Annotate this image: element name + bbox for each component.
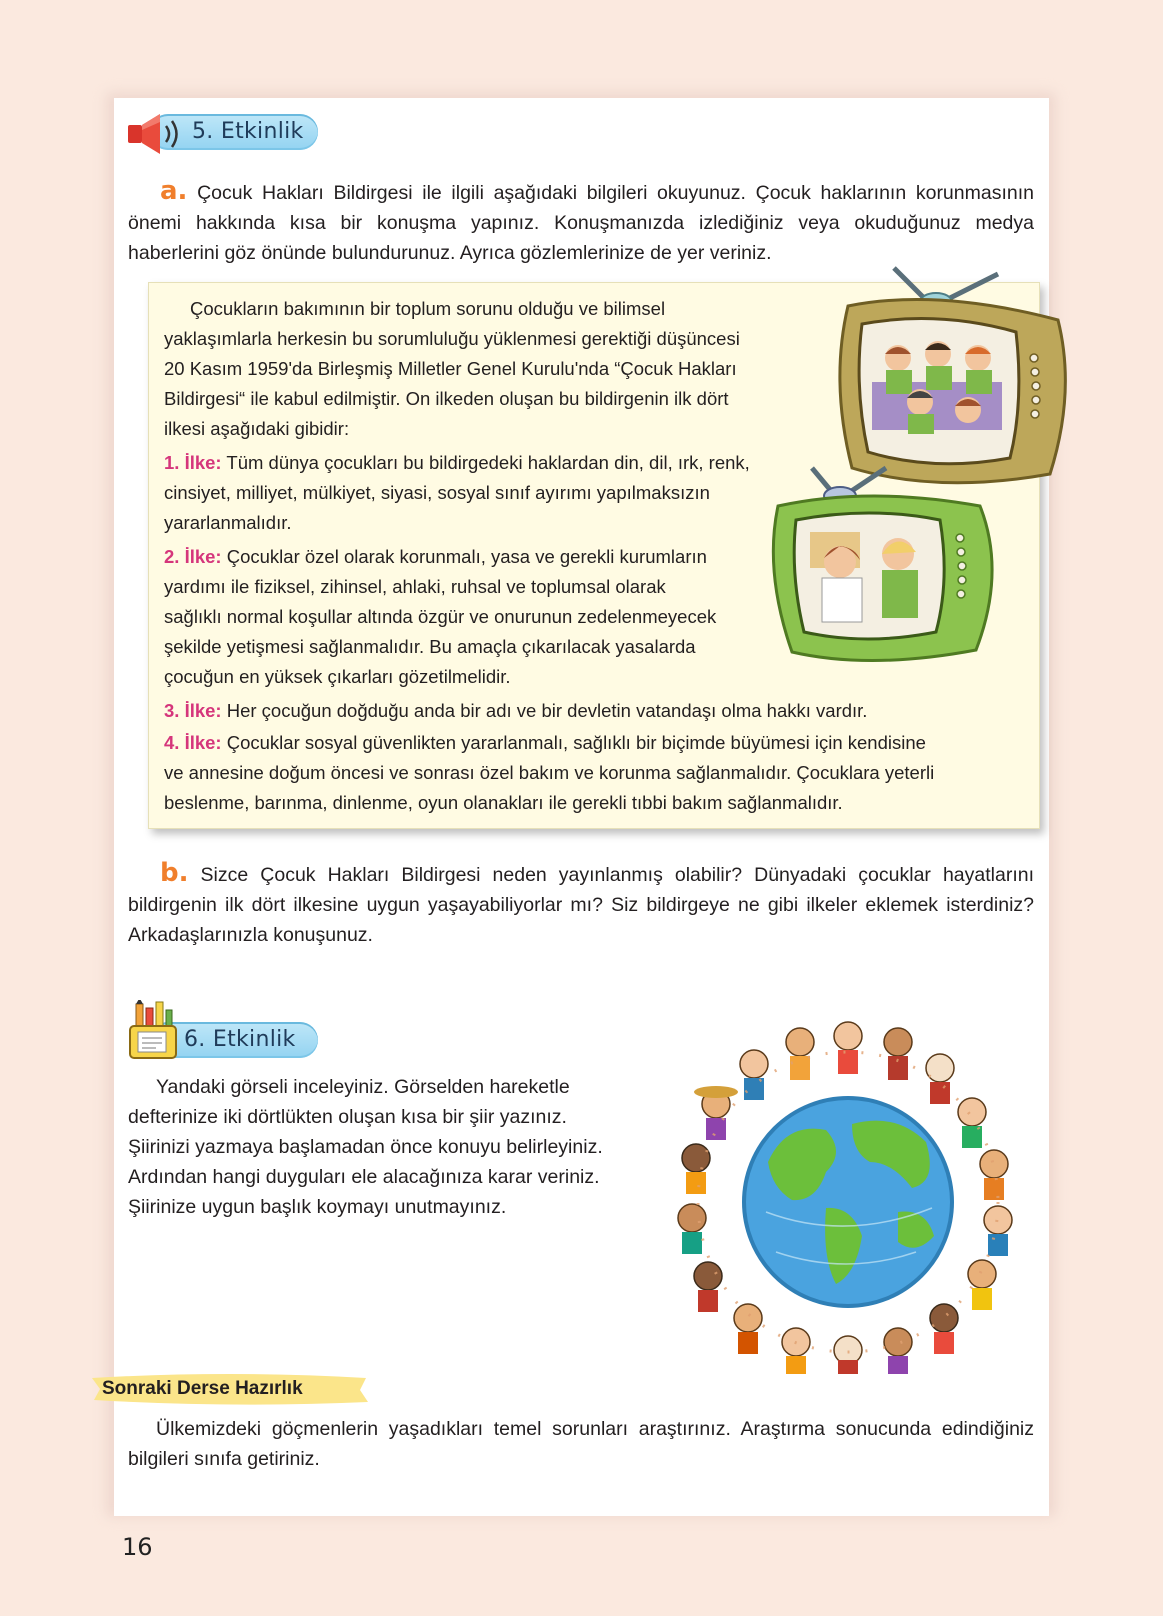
part-b-text: Sizce Çocuk Hakları Bildirgesi neden yayınlanmış olabilir? Dünyadaki çocuklar hayatlarını bildirgenin ilk dört ilkesine uygun yaşayabiliyorlar mı? Siz bildirgeye ne gibi ilkeler eklemek isterdiniz? Arkadaşlarınızla konuşunuz. (128, 864, 1034, 946)
principle-4-line-1: Çocuklar sosyal güvenlikten yararlanmalı, sağlıklı bir biçimde büyümesi için kendisine (226, 732, 926, 753)
children-around-globe-illustration (676, 1012, 1020, 1376)
principle-2-line-2: yardımı ile fiziksel, zihinsel, ahlaki, ruhsal ve toplumsal olarak (164, 576, 666, 597)
principle-2-line-5: çocuğun en yüksek çıkarları gözetilmelidir. (164, 666, 511, 687)
principle-4-line-2: ve annesine doğum öncesi ve sonrası özel bakım ve korunma sağlanmalıdır. Çocuklara yeterli (164, 762, 935, 783)
principle-2-label: 2. İlke: (164, 546, 222, 567)
activity6-line-2: defterinize iki dörtlükten oluşan kısa bir şiir yazınız. (128, 1106, 567, 1128)
part-b-letter: b. (160, 858, 189, 888)
activity5-part-a (128, 176, 1034, 268)
box-line-5: ilkesi aşağıdaki gibidir: (164, 418, 350, 439)
box-line-1: Çocukların bakımının bir toplum sorunu olduğu ve bilimsel (190, 298, 666, 319)
box-line-2: yaklaşımlarla herkesin bu sorumluluğu yüklenmesi gerektiği düşüncesi (164, 328, 740, 349)
principle-3-line-1: Her çocuğun doğduğu anda bir adı ve bir devletin vatandaşı olma hakkı vardır. (226, 700, 868, 721)
next-lesson-text: Ülkemizdeki göçmenlerin yaşadıkları temel sorunları araştırınız. Araştırma sonucunda edindiğiniz bilgileri sınıfa getiriniz. (128, 1418, 1034, 1470)
principle-1-line-1: Tüm dünya çocukları bu bildirgedeki haklardan din, dil, ırk, renk, (226, 452, 750, 473)
principle-2-line-3: sağlıklı normal koşullar altında özgür ve onurunun zedelenmeyecek (164, 606, 717, 627)
principle-4-line-3: beslenme, barınma, dinlenme, oyun olanakları ile gerekli tıbbi bakım sağlanmalıdır. (164, 792, 843, 813)
principle-3 (164, 696, 867, 726)
activity6-line-1: Yandaki görseli inceleyiniz. Görselden hareketle (156, 1076, 570, 1098)
principle-2-line-4: şekilde yetişmesi sağlanmalıdır. Bu amaçla çıkarılacak yasalarda (164, 636, 696, 657)
page-number: 16 (122, 1533, 153, 1561)
activity5-title: 5. Etkinlik (192, 119, 304, 144)
principle-3-label: 3. İlke: (164, 700, 222, 721)
pencil-cup-icon (126, 1000, 182, 1062)
principle-2-line-1: Çocuklar özel olarak korunmalı, yasa ve gerekli kurumların (226, 546, 707, 567)
principle-4 (164, 728, 934, 818)
activity6-text (128, 1072, 603, 1222)
principle-1-line-3: yararlanmalıdır. (164, 512, 292, 533)
part-a-text: Çocuk Hakları Bildirgesi ile ilgili aşağıdaki bilgileri okuyunuz. Çocuk haklarının korunmasının önemi hakkında kısa bir konuşma yapınız. Konuşmanızda izlediğiniz veya okuduğunuz medya haberlerini göz önünde bulundurunuz. Ayrıca gözlemlerinize de yer veriniz. (128, 182, 1034, 264)
activity6-line-3: Şiirinizi yazmaya başlamadan önce konuyu belirleyiniz. (128, 1136, 603, 1158)
principle-1-line-2: cinsiyet, milliyet, mülkiyet, siyasi, sosyal sınıf ayırımı yapılmaksızın (164, 482, 710, 503)
principle-2 (164, 542, 716, 692)
activity6-line-5: Şiirinize uygun başlık koymayı unutmayınız. (128, 1196, 507, 1218)
box-line-3: 20 Kasım 1959'da Birleşmiş Milletler Genel Kurulu'nda “Çocuk Hakları (164, 358, 737, 379)
next-lesson-label: Sonraki Derse Hazırlık (102, 1378, 303, 1399)
tv-doctor-illustration (770, 462, 1010, 674)
principle-1-label: 1. İlke: (164, 452, 222, 473)
part-a-letter: a. (160, 176, 188, 206)
speaker-icon (126, 112, 188, 156)
activity6-line-4: Ardından hangi duyguları ele alacağınıza karar veriniz. (128, 1166, 600, 1188)
principle-1 (164, 448, 750, 538)
tv-classroom-illustration (828, 262, 1078, 494)
activity6-title: 6. Etkinlik (184, 1027, 296, 1052)
box-line-4: Bildirgesi“ ile kabul edilmiştir. On ilkeden oluşan bu bildirgenin ilk dört (164, 388, 729, 409)
principle-4-label: 4. İlke: (164, 732, 222, 753)
activity5-part-b (128, 858, 1034, 950)
